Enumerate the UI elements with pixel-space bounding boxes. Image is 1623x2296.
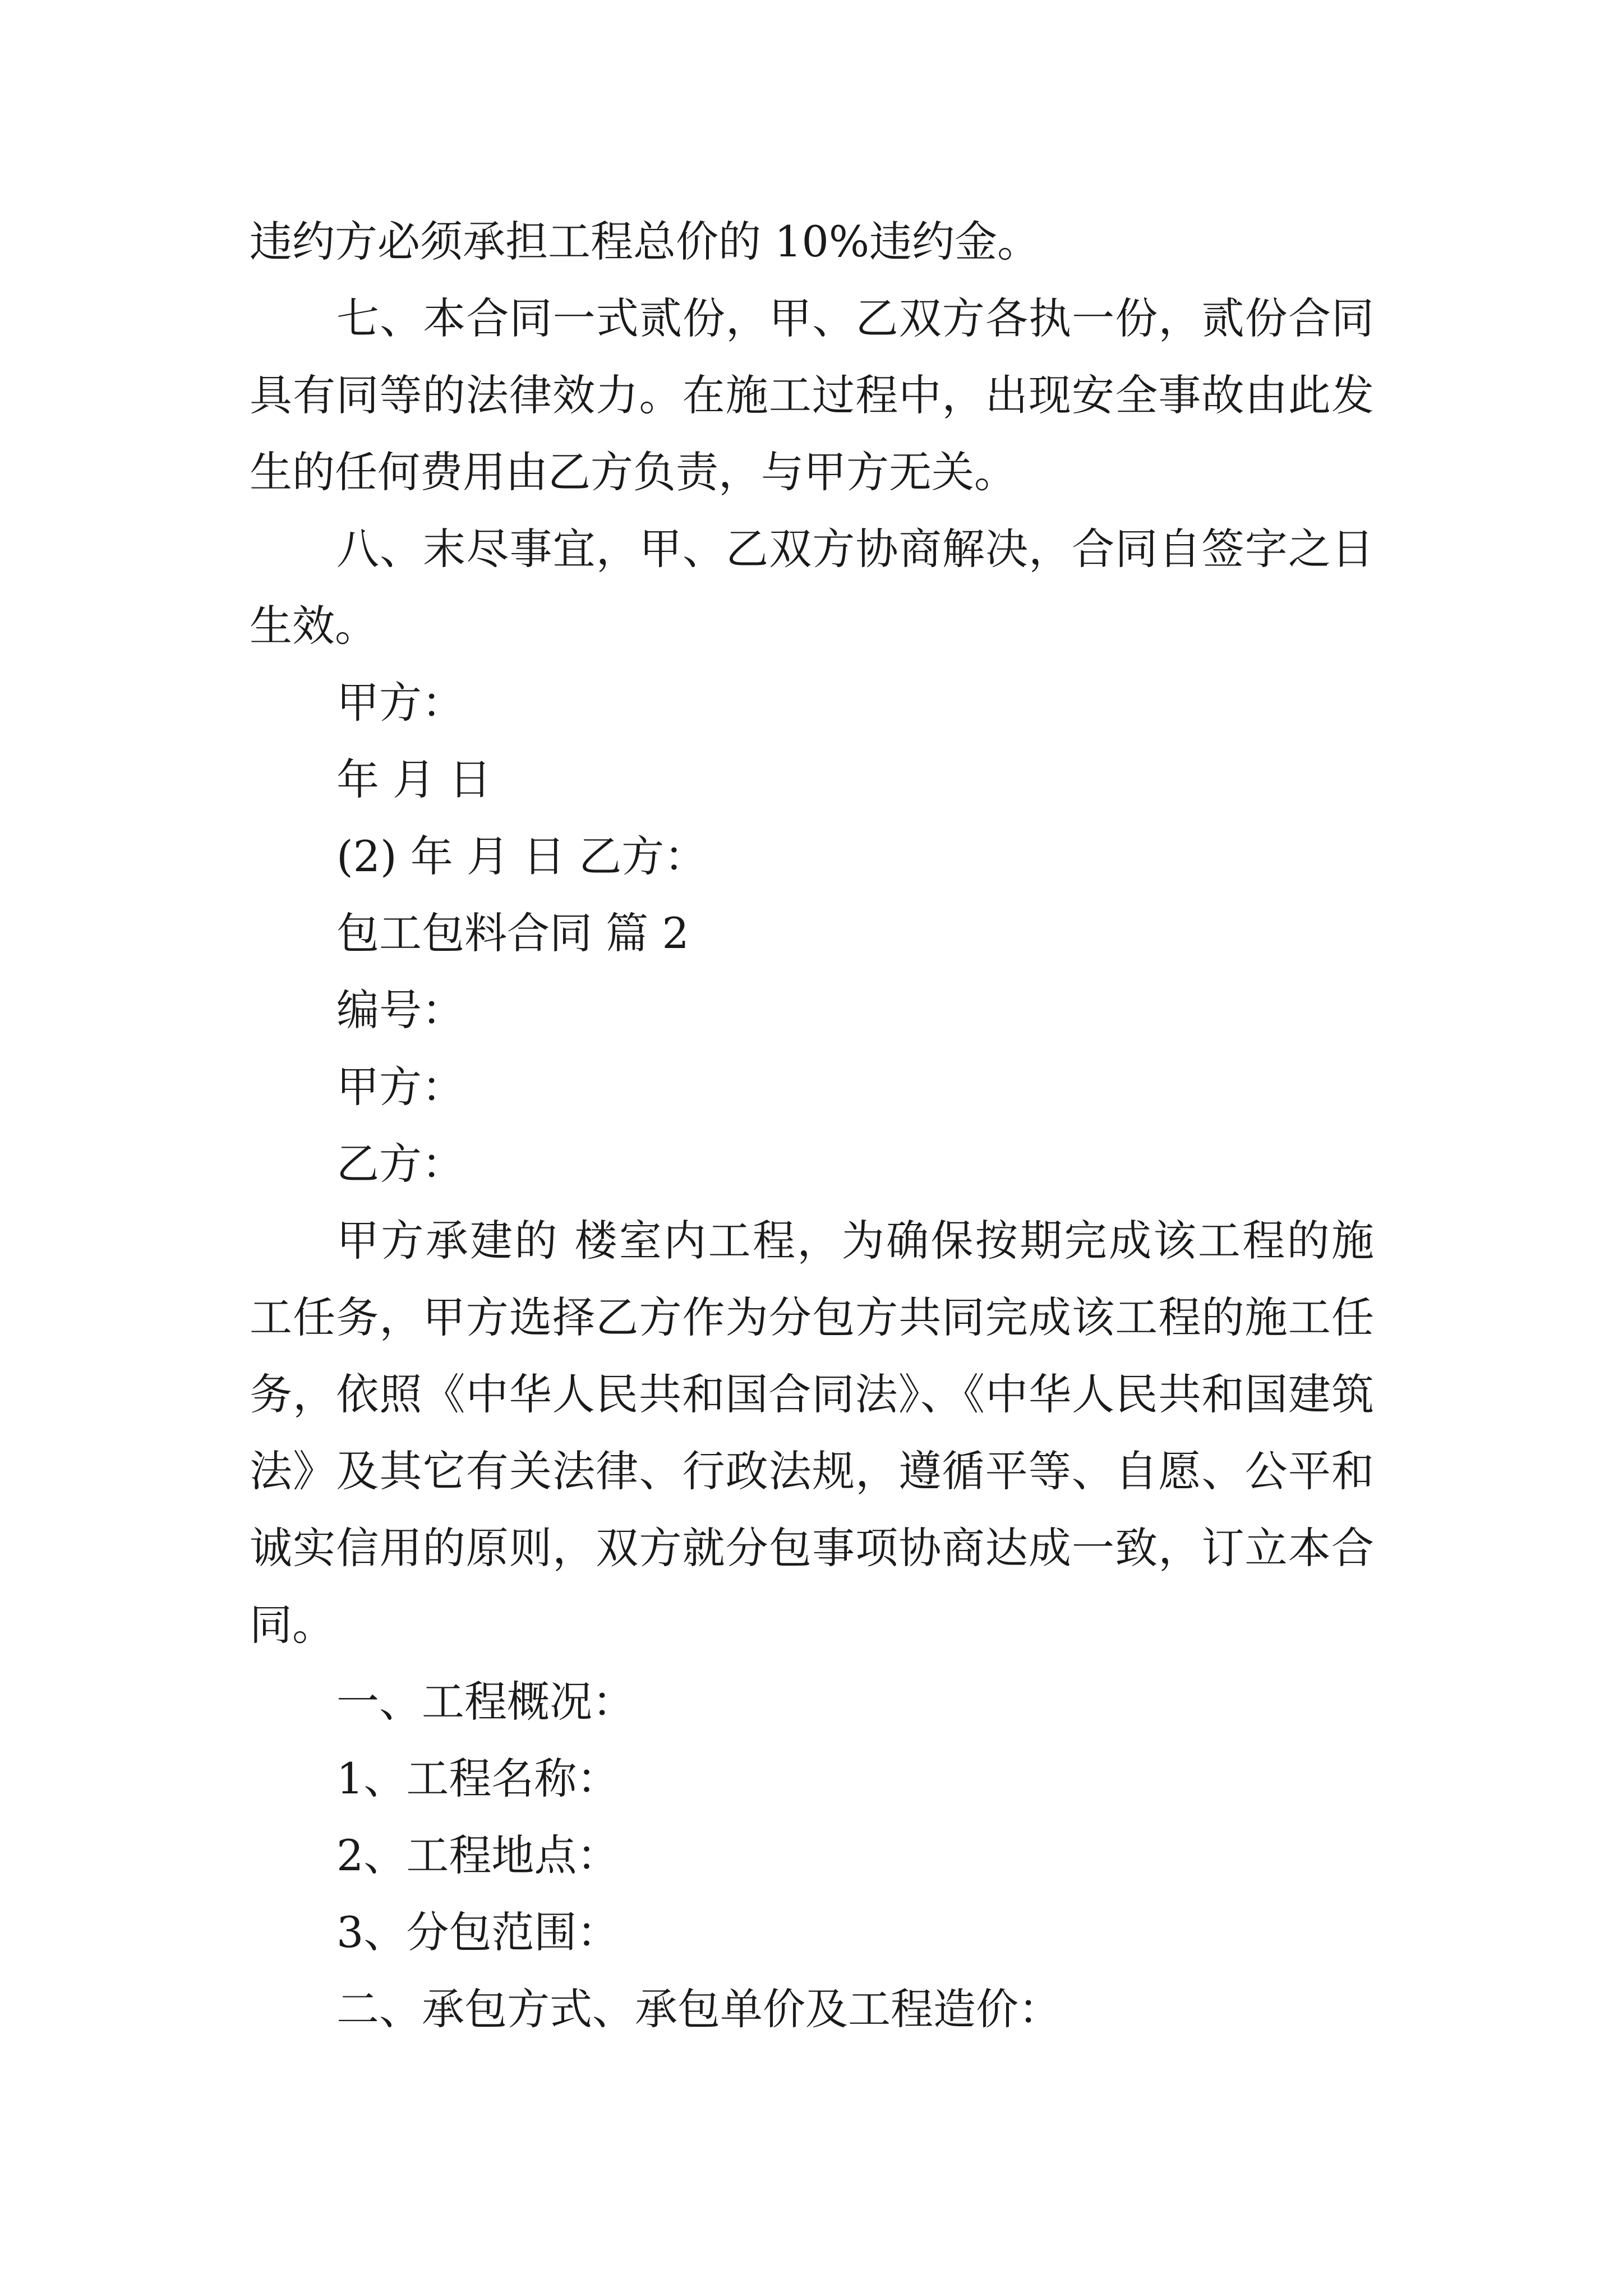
text-line: 甲方： [336, 1062, 464, 1112]
text-line: 甲方： [336, 678, 464, 728]
text-line: 2、工程地点： [336, 1830, 620, 1880]
text-line: 二、承包方式、承包单价及工程造价： [336, 1984, 1061, 2034]
text-line: 法》及其它有关法律、行政法规，遵循平等、自愿、公平和 [250, 1446, 1374, 1496]
text-line: 生的任何费用由乙方负责，与甲方无关。 [250, 447, 1017, 497]
text-line: 甲方承建的 楼室内工程，为确保按期完成该工程的施 [336, 1216, 1374, 1266]
text-line: 年 月 日 [336, 754, 492, 804]
text-line: 1、工程名称： [336, 1754, 620, 1803]
text-line: 七、本合同一式贰份，甲、乙双方各执一份，贰份合同 [336, 293, 1374, 343]
text-line: 务，依照《中华人民共和国合同法》、《中华人民共和国建筑 [250, 1369, 1374, 1419]
text-line: (2) 年 月 日 乙方： [336, 831, 707, 881]
text-line: 工任务，甲方选择乙方作为分包方共同完成该工程的施工任 [250, 1292, 1374, 1342]
text-line: 编号： [336, 985, 464, 1035]
text-line: 八、末尽事宜，甲、乙双方协商解决，合同自签字之日 [336, 524, 1374, 574]
text-line: 同。 [250, 1600, 335, 1650]
text-line: 诚实信用的原则，双方就分包事项协商达成一致，订立本合 [250, 1523, 1374, 1573]
text-line: 3、分包范围： [336, 1907, 620, 1957]
text-line: 乙方： [336, 1139, 464, 1189]
section-heading: 包工包料合同 篇 2 [336, 908, 689, 958]
text-line: 生效。 [250, 601, 377, 651]
text-line: 具有同等的法律效力。在施工过程中，出现安全事故由此发 [250, 370, 1374, 420]
text-line: 违约方必须承担工程总价的 10%违约金。 [250, 217, 1040, 266]
text-line: 一、工程概况： [336, 1677, 635, 1727]
